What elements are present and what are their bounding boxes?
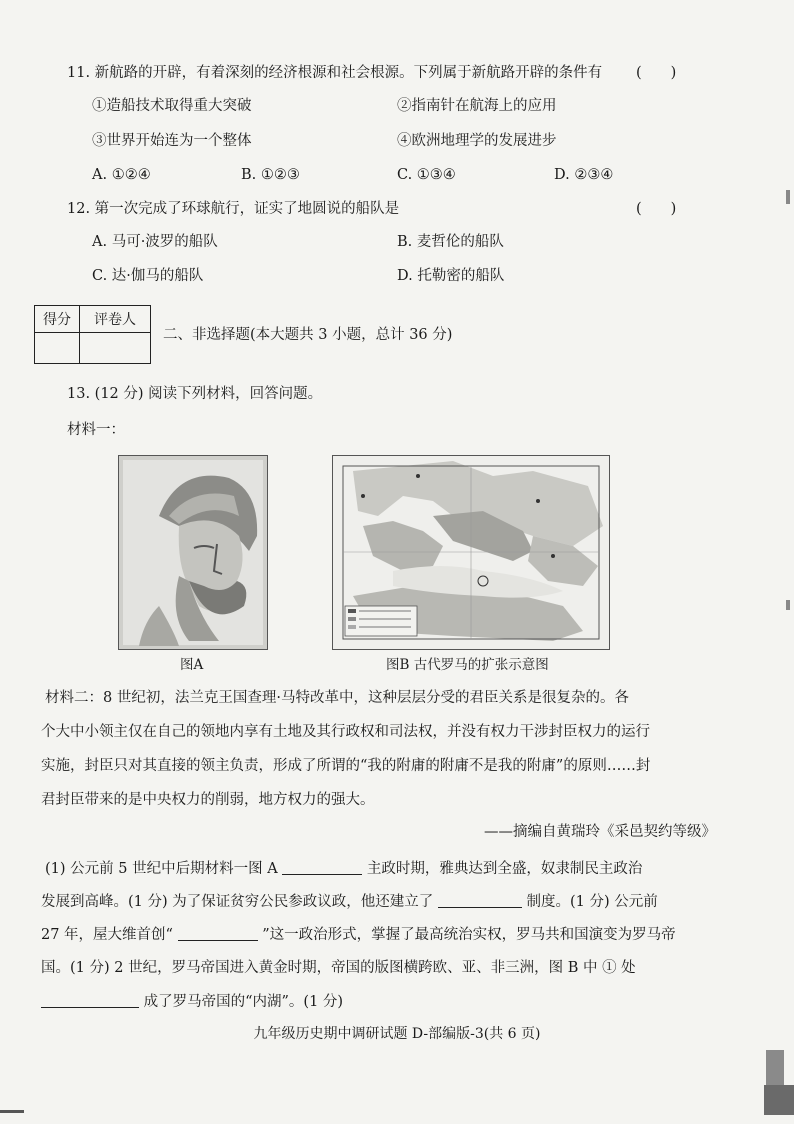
q13-stem: 13. (12 分) 阅读下列材料，回答问题。: [67, 386, 323, 402]
figure-b-roman-map: [332, 455, 610, 650]
material-2-line-4: 君封臣带来的是中央权力的削弱，地方权力的强大。: [41, 792, 375, 808]
scan-edge-shadow: [766, 1050, 784, 1090]
pericles-bust-image: [119, 456, 267, 649]
q13-sub1-line-3: [41, 924, 676, 945]
material-2-line-3: 实施，封臣只对其直接的领主负责，形成了所谓的“我的附庸的附庸不是我的附庸”的原则……封: [41, 758, 651, 774]
score-cell[interactable]: [35, 333, 80, 364]
grader-header: 评卷人: [80, 306, 151, 333]
roman-expansion-map: [333, 456, 609, 649]
q13-sub1-text-2a: 发展到高峰。(1 分) 为了保证贫穷公民参政议政，他还建立了: [41, 894, 434, 910]
blank-4-inner-lake[interactable]: [41, 991, 139, 1008]
q11-item-2: ②指南针在航海上的应用: [397, 98, 557, 114]
q11-answer-paren: ( ): [636, 65, 677, 81]
scan-edge-shadow: [764, 1085, 794, 1115]
grader-cell[interactable]: [80, 333, 151, 364]
q13-sub1-line-4: 国。(1 分) 2 世纪，罗马帝国进入黄金时期，帝国的版图横跨欧、亚、非三洲，图 B 中 ① 处: [41, 960, 636, 976]
q13-sub1-text-3b: ”这一政治形式，掌握了最高统治实权，罗马共和国演变为罗马帝: [262, 927, 676, 943]
scan-speck: [786, 190, 790, 204]
score-box: [34, 305, 151, 364]
blank-3-principate[interactable]: [178, 924, 258, 941]
q13-sub1-line-2: [41, 891, 658, 912]
material-1-label: 材料一：: [67, 422, 125, 438]
q13-sub1-line-1: [45, 858, 642, 879]
q11-option-c: C. ①③④: [397, 167, 456, 183]
page-footer: 九年级历史期中调研试题 D-部编版-3(共 6 页): [253, 1026, 541, 1042]
q11-option-b: B. ①②③: [241, 167, 300, 183]
q13-sub1-text-3a: 27 年，屋大维首创“: [41, 927, 173, 943]
material-2-line-1: 材料二：8 世纪初，法兰克王国查理·马特改革中，这种层层分受的君臣关系是很复杂的。各: [45, 690, 629, 706]
blank-1-pericles[interactable]: [282, 858, 362, 875]
q12-option-b: B. 麦哲伦的船队: [397, 234, 504, 250]
q11-item-4: ④欧洲地理学的发展进步: [397, 133, 557, 149]
figure-a-caption: 图A: [180, 657, 204, 673]
q13-sub1-text-1b: 主政时期，雅典达到全盛，奴隶制民主政治: [366, 861, 643, 877]
figure-b-caption: 图B 古代罗马的扩张示意图: [386, 657, 549, 673]
q12-option-c: C. 达·伽马的船队: [92, 268, 204, 284]
q11-option-d: D. ②③④: [554, 167, 614, 183]
q13-sub1-text-1a: (1) 公元前 5 世纪中后期材料一图 A: [45, 861, 278, 877]
figure-a-pericles-bust: [118, 455, 268, 650]
q13-sub1-text-5b: 成了罗马帝国的“内湖”。(1 分): [143, 994, 344, 1010]
section-2-title: 二、非选择题(本大题共 3 小题，总计 36 分): [163, 327, 453, 343]
score-header: 得分: [35, 306, 80, 333]
q12-answer-paren: ( ): [636, 201, 677, 217]
q11-option-a: A. ①②④: [92, 167, 151, 183]
q12-option-a: A. 马可·波罗的船队: [92, 234, 218, 250]
blank-2-system[interactable]: [438, 891, 522, 908]
q13-sub1-line-5: [41, 991, 343, 1012]
scan-corner-mark: [0, 1110, 24, 1113]
q12-option-d: D. 托勒密的船队: [397, 268, 505, 284]
material-2-source: ——摘编自黄瑞玲《采邑契约等级》: [484, 824, 716, 840]
q11-item-1: ①造船技术取得重大突破: [92, 98, 252, 114]
q11-stem: 11. 新航路的开辟，有着深刻的经济根源和社会根源。下列属于新航路开辟的条件有: [67, 65, 603, 81]
scan-speck: [786, 600, 790, 610]
q12-stem: 12. 第一次完成了环球航行，证实了地圆说的船队是: [67, 201, 400, 217]
material-2-line-2: 个大中小领主仅在自己的领地内享有土地及其行政权和司法权，并没有权力干涉封臣权力的运行: [41, 724, 650, 740]
q11-item-3: ③世界开始连为一个整体: [92, 133, 252, 149]
q13-sub1-text-2b: 制度。(1 分) 公元前: [526, 894, 658, 910]
